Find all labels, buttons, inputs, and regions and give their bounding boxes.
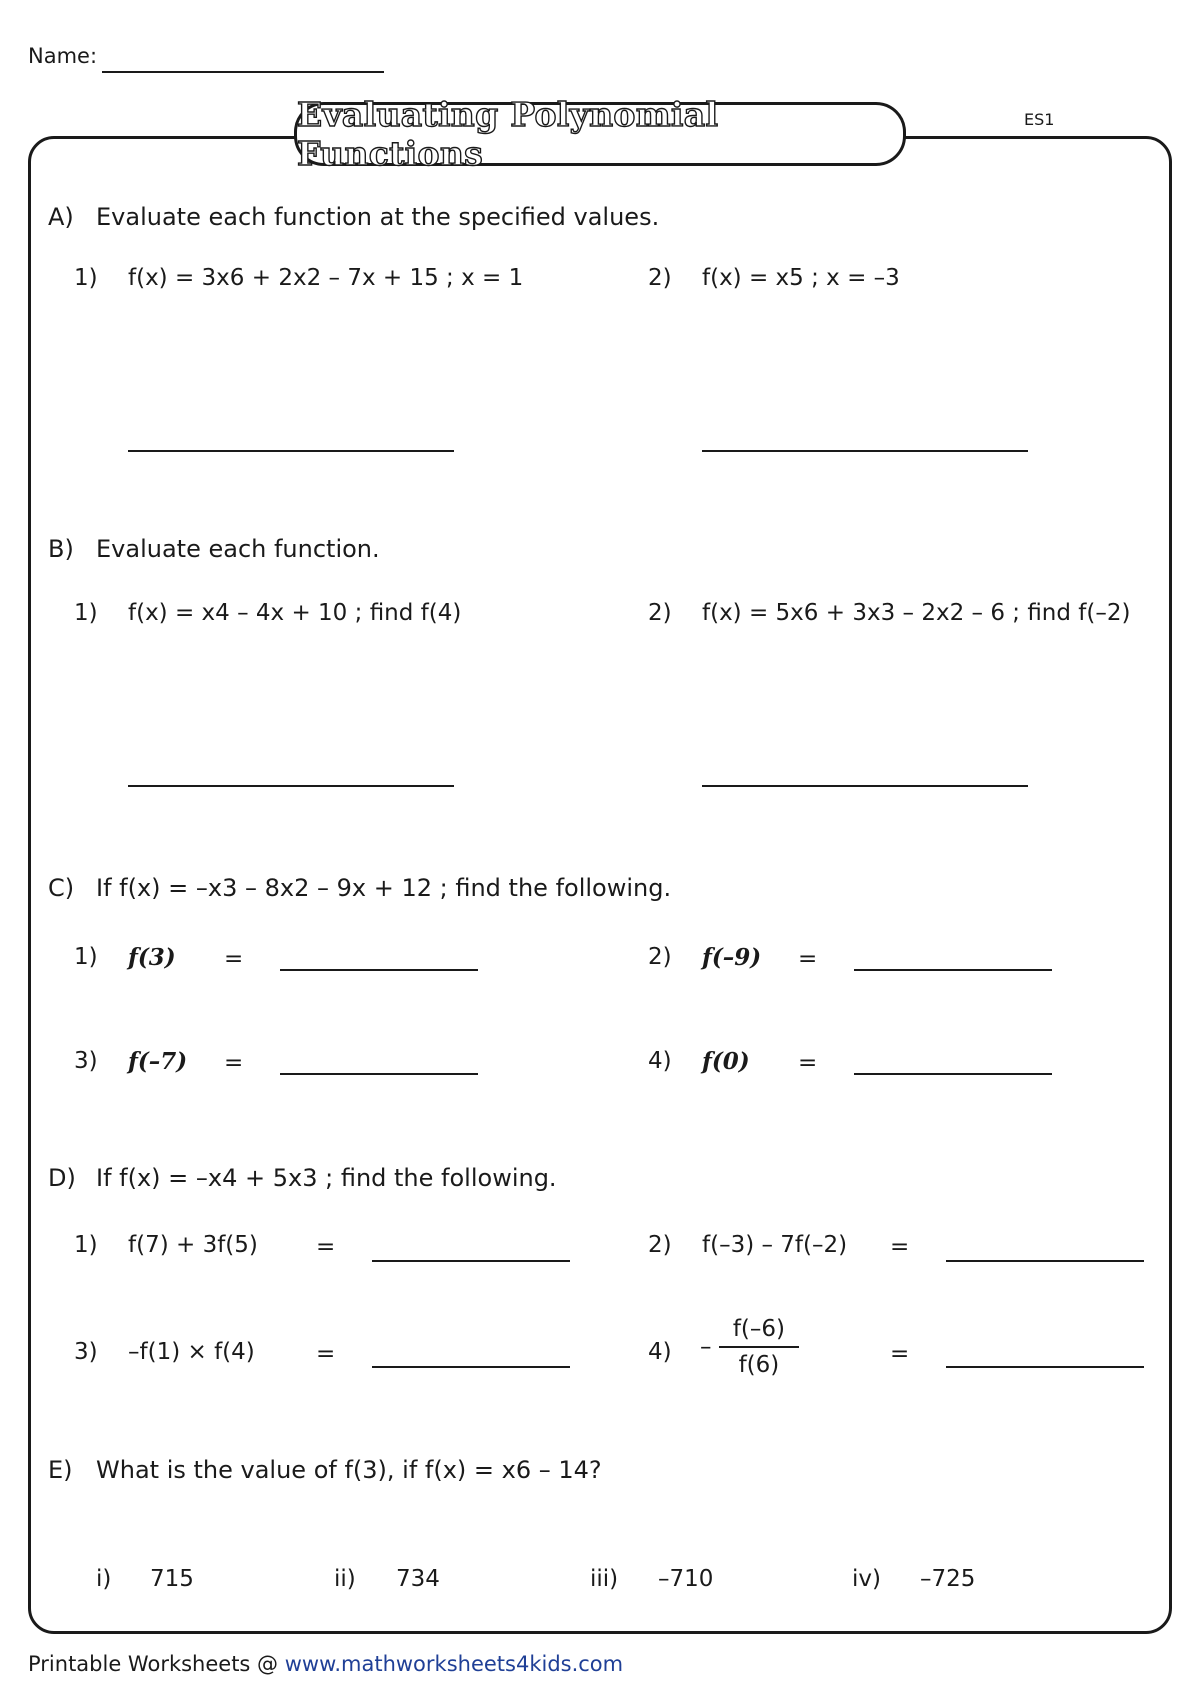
d3-answer-line[interactable] (372, 1366, 570, 1368)
c4-expression: f(0) (702, 1048, 750, 1075)
d4-denominator: f(6) (738, 1352, 780, 1378)
d2-equals: = (890, 1234, 910, 1260)
name-answer-line[interactable] (102, 71, 384, 73)
page-title: Evaluating Polynomial Functions (297, 95, 719, 173)
section-b-label: B) (48, 535, 74, 563)
footer (28, 1652, 623, 1676)
c4-number: 4) (648, 1048, 672, 1074)
d3-equals: = (316, 1341, 336, 1367)
footer-prefix: Printable Worksheets @ (28, 1652, 285, 1676)
d2-number: 2) (648, 1232, 672, 1258)
b1-answer-line[interactable] (128, 785, 454, 787)
e-option-1-value[interactable]: 715 (150, 1566, 194, 1592)
section-c-instruction: If f(x) = –x3 – 8x2 – 9x + 12 ; find the following. (96, 874, 672, 902)
e-option-4-label: iv) (852, 1566, 881, 1592)
d4-fraction (719, 1316, 799, 1378)
c1-equals: = (224, 946, 244, 972)
d4-fraction-group (700, 1316, 799, 1378)
c2-equals: = (798, 946, 818, 972)
a1-answer-line[interactable] (128, 450, 454, 452)
a2-number: 2) (648, 265, 672, 291)
d4-numerator: f(–6) (719, 1316, 799, 1348)
section-a-instruction: Evaluate each function at the specified values. (96, 203, 660, 231)
e-option-1-label: i) (96, 1566, 112, 1592)
c1-number: 1) (74, 944, 98, 970)
d1-answer-line[interactable] (372, 1260, 570, 1262)
a2-question: f(x) = x5 ; x = –3 (702, 265, 900, 291)
c1-answer-line[interactable] (280, 969, 478, 971)
section-e-question: What is the value of f(3), if f(x) = x6 – 14? (96, 1456, 602, 1484)
c2-number: 2) (648, 944, 672, 970)
e-option-4-value[interactable]: –725 (920, 1566, 976, 1592)
e-option-3-value[interactable]: –710 (658, 1566, 714, 1592)
d1-number: 1) (74, 1232, 98, 1258)
section-b-instruction: Evaluate each function. (96, 535, 380, 563)
d4-number: 4) (648, 1339, 672, 1365)
b2-question: f(x) = 5x6 + 3x3 – 2x2 – 6 ; find f(–2) (702, 600, 1131, 626)
d4-equals: = (890, 1341, 910, 1367)
d3-expression: –f(1) × f(4) (128, 1339, 255, 1365)
footer-link[interactable]: www.mathworksheets4kids.com (284, 1652, 624, 1676)
c2-expression: f(–9) (702, 944, 762, 971)
c2-answer-line[interactable] (854, 969, 1052, 971)
d4-answer-line[interactable] (946, 1366, 1144, 1368)
c3-equals: = (224, 1050, 244, 1076)
b2-answer-line[interactable] (702, 785, 1028, 787)
c4-equals: = (798, 1050, 818, 1076)
c3-expression: f(–7) (128, 1048, 188, 1075)
c4-answer-line[interactable] (854, 1073, 1052, 1075)
d1-expression: f(7) + 3f(5) (128, 1232, 258, 1258)
d4-sign: – (700, 1334, 712, 1360)
b2-number: 2) (648, 600, 672, 626)
section-e-label: E) (48, 1456, 73, 1484)
d2-expression: f(–3) – 7f(–2) (702, 1232, 848, 1258)
e-option-3-label: iii) (590, 1566, 619, 1592)
section-d-label: D) (48, 1164, 76, 1192)
a1-number: 1) (74, 265, 98, 291)
b1-question: f(x) = x4 – 4x + 10 ; find f(4) (128, 600, 462, 626)
c1-expression: f(3) (128, 944, 176, 971)
section-a-label: A) (48, 203, 74, 231)
section-d-instruction: If f(x) = –x4 + 5x3 ; find the following. (96, 1164, 557, 1192)
c3-answer-line[interactable] (280, 1073, 478, 1075)
a2-answer-line[interactable] (702, 450, 1028, 452)
worksheet-code: ES1 (1024, 110, 1055, 129)
a1-question: f(x) = 3x6 + 2x2 – 7x + 15 ; x = 1 (128, 265, 524, 291)
e-option-2-value[interactable]: 734 (396, 1566, 440, 1592)
b1-number: 1) (74, 600, 98, 626)
d2-answer-line[interactable] (946, 1260, 1144, 1262)
c3-number: 3) (74, 1048, 98, 1074)
d1-equals: = (316, 1234, 336, 1260)
section-c-label: C) (48, 874, 75, 902)
e-option-2-label: ii) (334, 1566, 356, 1592)
title-banner (294, 95, 906, 173)
d3-number: 3) (74, 1339, 98, 1365)
name-label: Name: (28, 44, 98, 68)
